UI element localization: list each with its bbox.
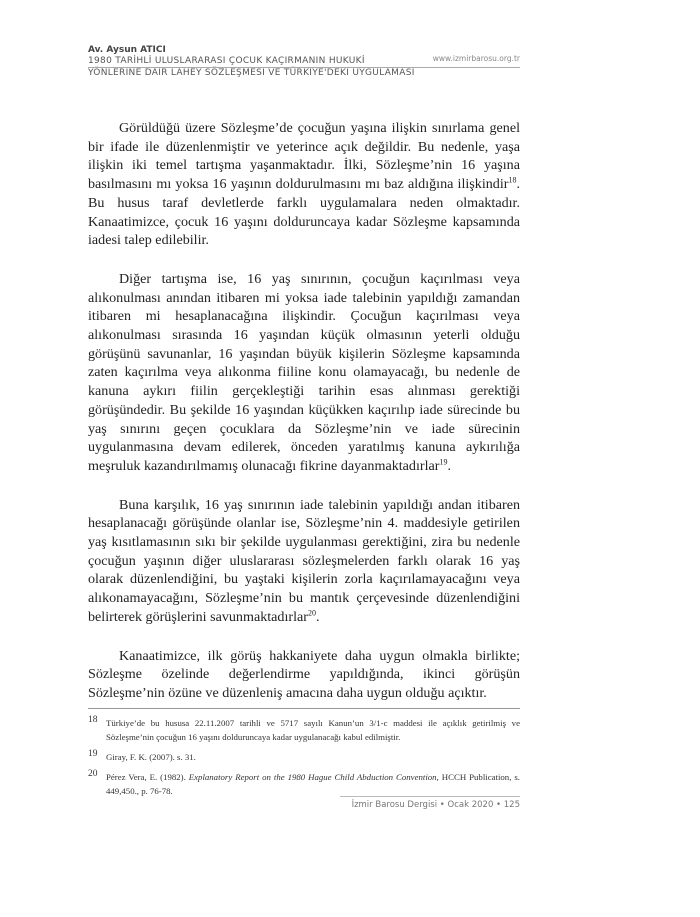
article-title-line-2: YÖNLERİNE DAİR LAHEY SÖZLEŞMESİ VE TÜRKİYE'DEKİ UYGULAMASI: [88, 67, 415, 78]
footnote-text: Pérez Vera, E. (1982). Explanatory Report on the 1980 Hague Child Abduction Convention, HCCH Publication, s. 449,450., p. 76-78.: [106, 772, 520, 796]
author-name: Av. Aysun ATICI: [88, 45, 166, 55]
footer-rule: [340, 796, 520, 797]
footnote-ref-18[interactable]: 18: [508, 175, 517, 185]
paragraph-2: Diğer tartışma ise, 16 yaş sınırının, çocuğun kaçırılması veya alıkonulması anından itibaren mi yoksa iade talebinin yapıldığı zamandan itibaren mi hesaplanacağına ilişkindir. Çocuğun kaçırılması veya alıkonulması sırasında 16 yaşından küçük olmasının yeterli olduğu görüşünü savunanlar, 16 yaşından büyük kişilerin Sözleşme kapsamında zaten kaçırılma veya alıkonma fiiline konu olamayacağı, bu nedenle de kanuna aykırı fiilin gerçekleştiği tarihin esas alınması gerektiği görüşündedir. Bu şekilde 16 yaşından küçükken kaçırılıp iade sürecinde bu yaş sınırını geçen çocuklara da Sözleşme’nin ve iade sürecinin uygulanmasına devam edilerek, önceden yaratılmış kanuna aykırılığa meşruluk kazandırılmamış olunacağı fikrine dayanmaktadırlar$^{19}$.: [88, 270, 520, 474]
footnote-19: [88, 750, 520, 764]
footnote-number: 18: [88, 715, 98, 725]
footnote-text: Türkiye’de bu hususa 22.11.2007 tarihli ve 5717 sayılı Kanun’un 3/1-c maddesi ile açıklık getirilmiş ve Sözleşme’nin çocuğun 16 yaşını dolduruncaya kadar uygulanacağı kabul edilmiştir.: [106, 718, 520, 742]
footnote-ref-19[interactable]: 19: [439, 457, 448, 467]
footnote-18: [88, 716, 520, 744]
body-text: [88, 119, 520, 723]
paragraph-4: Kanaatimizce, ilk görüş hakkaniyete daha uygun olmakla birlikte; Sözleşme özelinde değerlendirme yapıldığında, ikinci görüşün Sözleşme’nin özüne ve düzenleniş amacına daha uygun olduğu açıktır.: [88, 647, 520, 701]
footnote-text: Giray, F. K. (2007). s. 31.: [106, 752, 196, 762]
footnote-ref-20[interactable]: 20: [307, 608, 316, 618]
footnote-divider: [88, 708, 520, 709]
page-footer: İzmir Barosu Dergisi • Ocak 2020 • 125: [351, 800, 520, 810]
page-header: [88, 44, 520, 79]
footnote-number: 19: [88, 749, 98, 759]
footnotes: [88, 716, 520, 804]
article-title-line-1: 1980 TARİHLİ ULUSLARARASI ÇOCUK KAÇIRMANIN HUKUKİ: [88, 56, 365, 66]
header-rule: [88, 67, 520, 68]
paragraph-3: Buna karşılık, 16 yaş sınırının iade talebinin yapıldığı andan itibaren hesaplanacağı görüşünde olanlar ise, Sözleşme’nin 4. maddesiyle getirilen yaş kısıtlamasının sıkı bir şekilde uygulanması gerektiğini, zira bu nedenle çocuğun yaşının diğer uluslararası sözleşmelerden farklı olarak 16 yaş olarak düzenlendiğini, bu yaştaki kişilerin zorla kaçırılamayacağını veya alıkonamayacağını, Sözleşme’nin bu mantık çerçevesinde düzenlendiğini belirterek görüşlerini savunmaktadırlar$^{20}$.: [88, 496, 520, 625]
footnote-20: [88, 770, 520, 798]
paragraph-1: Görüldüğü üzere Sözleşme’de çocuğun yaşına ilişkin sınırlama genel bir ifade ile düzenlenmiştir ve yeterince açık değildir. Bu nedenle, yaşa ilişkin iki temel tartışma yaşanmaktadır. İlki, Sözleşme’nin 16 yaşına basılmasını mı yoksa 16 yaşının doldurulmasını mı baz aldığına ilişkindir$^{18}$. Bu husus taraf devletlerde farklı uygulamalara neden olmaktadır. Kanaatimizce, çocuk 16 yaşını dolduruncaya kadar Sözleşme kapsamında iadesi talep edilebilir.: [88, 120, 520, 249]
footnote-number: 20: [88, 769, 98, 779]
website-link[interactable]: www.izmirbarosu.org.tr: [432, 54, 520, 63]
